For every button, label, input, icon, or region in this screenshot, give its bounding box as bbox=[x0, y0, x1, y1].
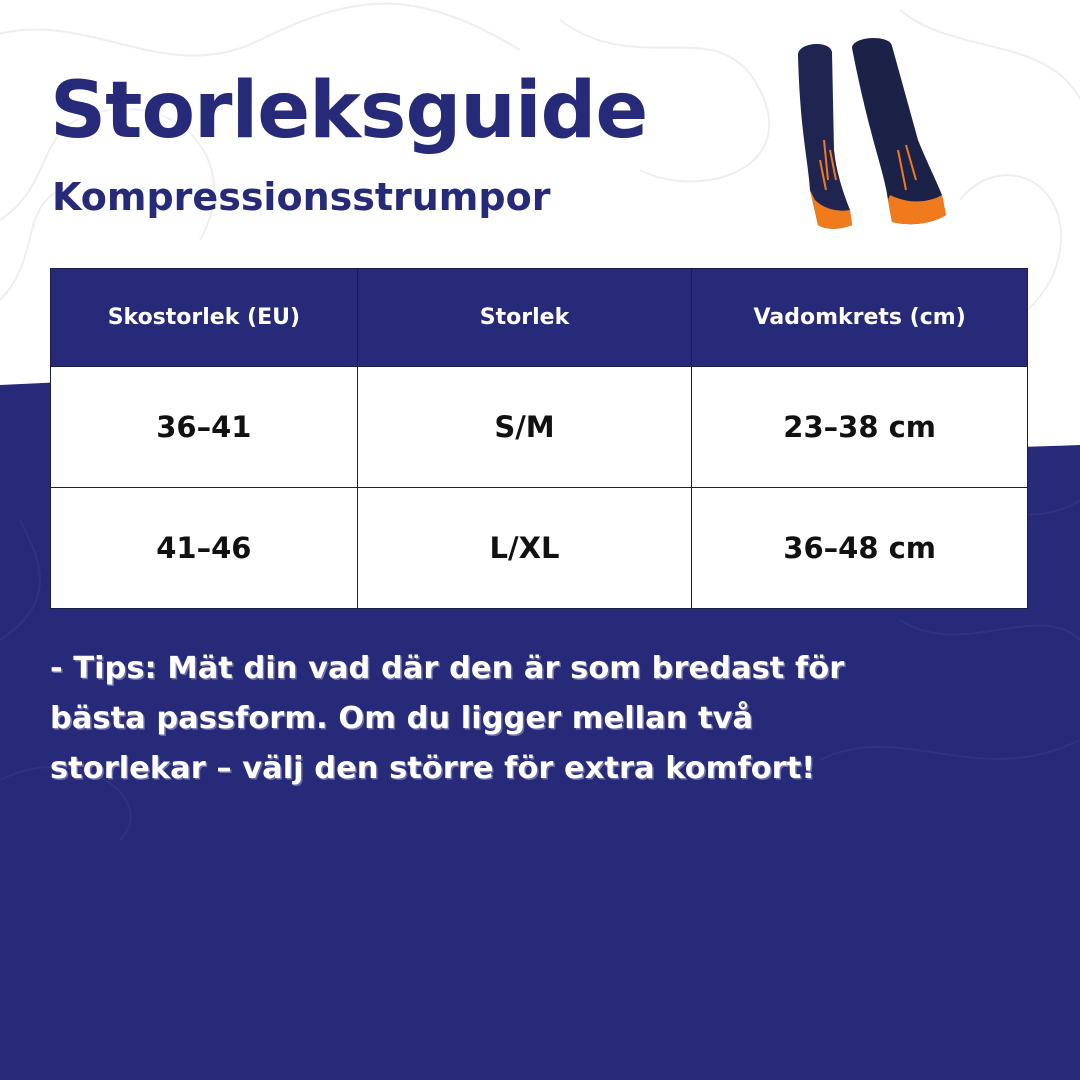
size-table bbox=[50, 268, 1028, 609]
compression-socks-icon bbox=[780, 30, 960, 240]
table-row bbox=[51, 488, 1028, 609]
tips-line: - Tips: Mät din vad där den är som bredast för bbox=[50, 651, 845, 686]
tips-text bbox=[50, 644, 870, 794]
tips-line: bästa passform. Om du ligger mellan två bbox=[50, 701, 754, 736]
cell-size: L/XL bbox=[357, 488, 692, 609]
header-size: Storlek bbox=[357, 269, 692, 367]
header-calf-circumference: Vadomkrets (cm) bbox=[692, 269, 1028, 367]
cell-calf-circumference: 23–38 cm bbox=[692, 367, 1028, 488]
header-shoe-size: Skostorlek (EU) bbox=[51, 269, 358, 367]
cell-shoe-size: 36–41 bbox=[51, 367, 358, 488]
tips-line: storlekar – välj den större för extra komfort! bbox=[50, 751, 816, 786]
page-title: Storleksguide bbox=[50, 66, 648, 156]
cell-shoe-size: 41–46 bbox=[51, 488, 358, 609]
page-subtitle: Kompressionsstrumpor bbox=[52, 175, 551, 219]
cell-calf-circumference: 36–48 cm bbox=[692, 488, 1028, 609]
table-row bbox=[51, 367, 1028, 488]
table-header-row bbox=[51, 269, 1028, 367]
cell-size: S/M bbox=[357, 367, 692, 488]
